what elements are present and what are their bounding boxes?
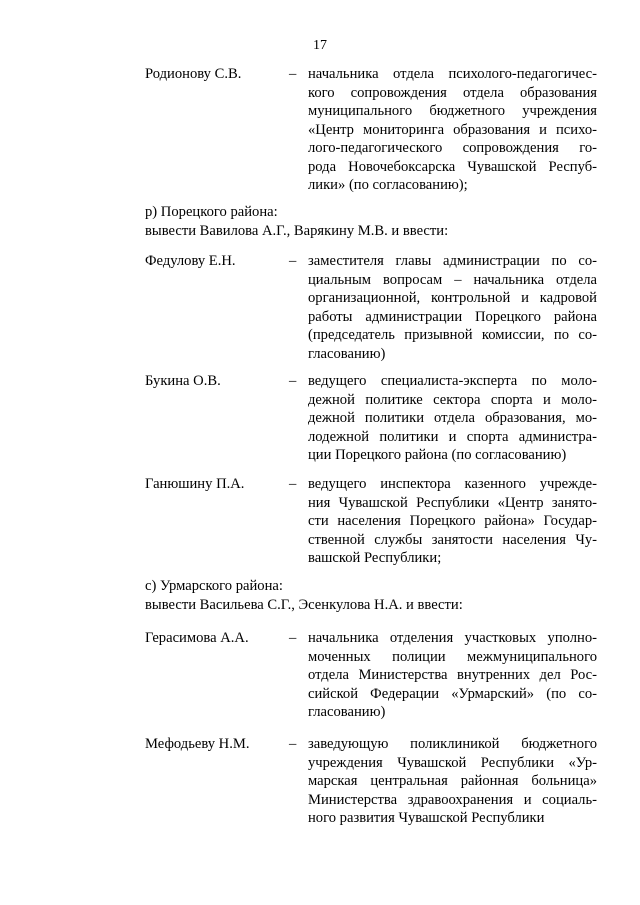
description-line: заведующую поликлиникой бюджетного [308, 736, 597, 752]
dash: – [289, 736, 297, 752]
position-description [308, 735, 597, 828]
description-line: вашской Республики; [308, 550, 442, 566]
page-number: 17 [313, 38, 327, 53]
description-line: ведущего инспектора казенного учрежде- [308, 476, 597, 492]
person-name: Герасимова А.А. [145, 630, 249, 646]
description-line: лодежной политики и спорта администра- [308, 428, 597, 445]
position-description [308, 372, 597, 465]
description-line: лики» (по согласованию); [308, 177, 468, 193]
description-line: сийской Федерации «Урмарский» (по со- [308, 685, 597, 702]
dash: – [289, 630, 297, 646]
description-line: гласованию) [308, 345, 386, 362]
description-line: ственной службы занятости населения Чу- [308, 531, 597, 548]
appointee-entry [145, 252, 597, 363]
description-line: отдела Министерства внутренних дел Рос- [308, 667, 597, 683]
description-line: рода Новочебоксарска Чувашской Респуб- [308, 158, 597, 175]
person-name: Родионову С.В. [145, 66, 242, 82]
description-line: гласованию) [308, 704, 386, 720]
description-line: Министерства здравоохранения и социаль- [308, 791, 597, 808]
section-instruction: вывести Васильева С.Г., Эсенкулова Н.А. и ввести: [145, 596, 463, 613]
appointee-entry [145, 475, 597, 568]
description-line: заместителя главы администрации по со- [308, 253, 597, 269]
description-line: циальным вопросам – начальника отдела [308, 271, 597, 288]
appointee-entry [145, 372, 597, 465]
dash: – [289, 253, 297, 269]
person-name: Букина О.В. [145, 373, 221, 389]
dash: – [289, 66, 297, 82]
description-line: кого сопровождения отдела образования [308, 84, 597, 101]
description-line: сти населения Порецкого района» Государ- [308, 513, 597, 529]
description-line: начальника отдела психолого-педагогичес- [308, 66, 597, 82]
district-section [145, 577, 597, 614]
description-line: ного развития Чувашской Республики [308, 810, 545, 826]
person-name: Федулову Е.Н. [145, 253, 236, 269]
description-line: ции Порецкого района (по согласованию) [308, 447, 567, 463]
description-line: марская центральная районная больница» [308, 773, 597, 789]
section-heading: с) Урмарского района: [145, 578, 283, 594]
section-heading: р) Порецкого района: [145, 204, 278, 220]
description-line: «Центр мониторинга образования и психо- [308, 121, 597, 138]
position-description [308, 252, 597, 363]
description-line: ведущего специалиста-эксперта по моло- [308, 373, 597, 389]
description-line: организационной, контрольной и кадровой [308, 290, 597, 306]
appointee-entry [145, 65, 597, 195]
position-description [308, 475, 597, 568]
dash: – [289, 476, 297, 492]
dash: – [289, 373, 297, 389]
description-line: ния Чувашской Республики «Центр занято- [308, 494, 597, 511]
position-description [308, 65, 597, 195]
description-line: муниципального бюджетного учреждения [308, 103, 597, 119]
description-line: дежной политике сектора спорта и моло- [308, 391, 597, 408]
description-line: начальника отделения участковых уполно- [308, 630, 597, 646]
description-line: моченных полиции межмуниципального [308, 648, 597, 665]
description-line: работы администрации Порецкого района [308, 308, 597, 325]
appointee-entry [145, 629, 597, 722]
person-name: Ганюшину П.А. [145, 476, 245, 492]
description-line: учреждения Чувашской Республики «Ур- [308, 754, 597, 771]
district-section [145, 203, 597, 240]
appointee-entry [145, 735, 597, 828]
description-line: лого-педагогического сопровождения го- [308, 140, 597, 156]
description-line: дежной политики отдела образования, мо- [308, 410, 597, 426]
person-name: Мефодьеву Н.М. [145, 736, 250, 752]
section-instruction: вывести Вавилова А.Г., Варякину М.В. и ввести: [145, 222, 449, 239]
description-line: (председатель призывной комиссии, по со- [308, 327, 597, 343]
position-description [308, 629, 597, 722]
